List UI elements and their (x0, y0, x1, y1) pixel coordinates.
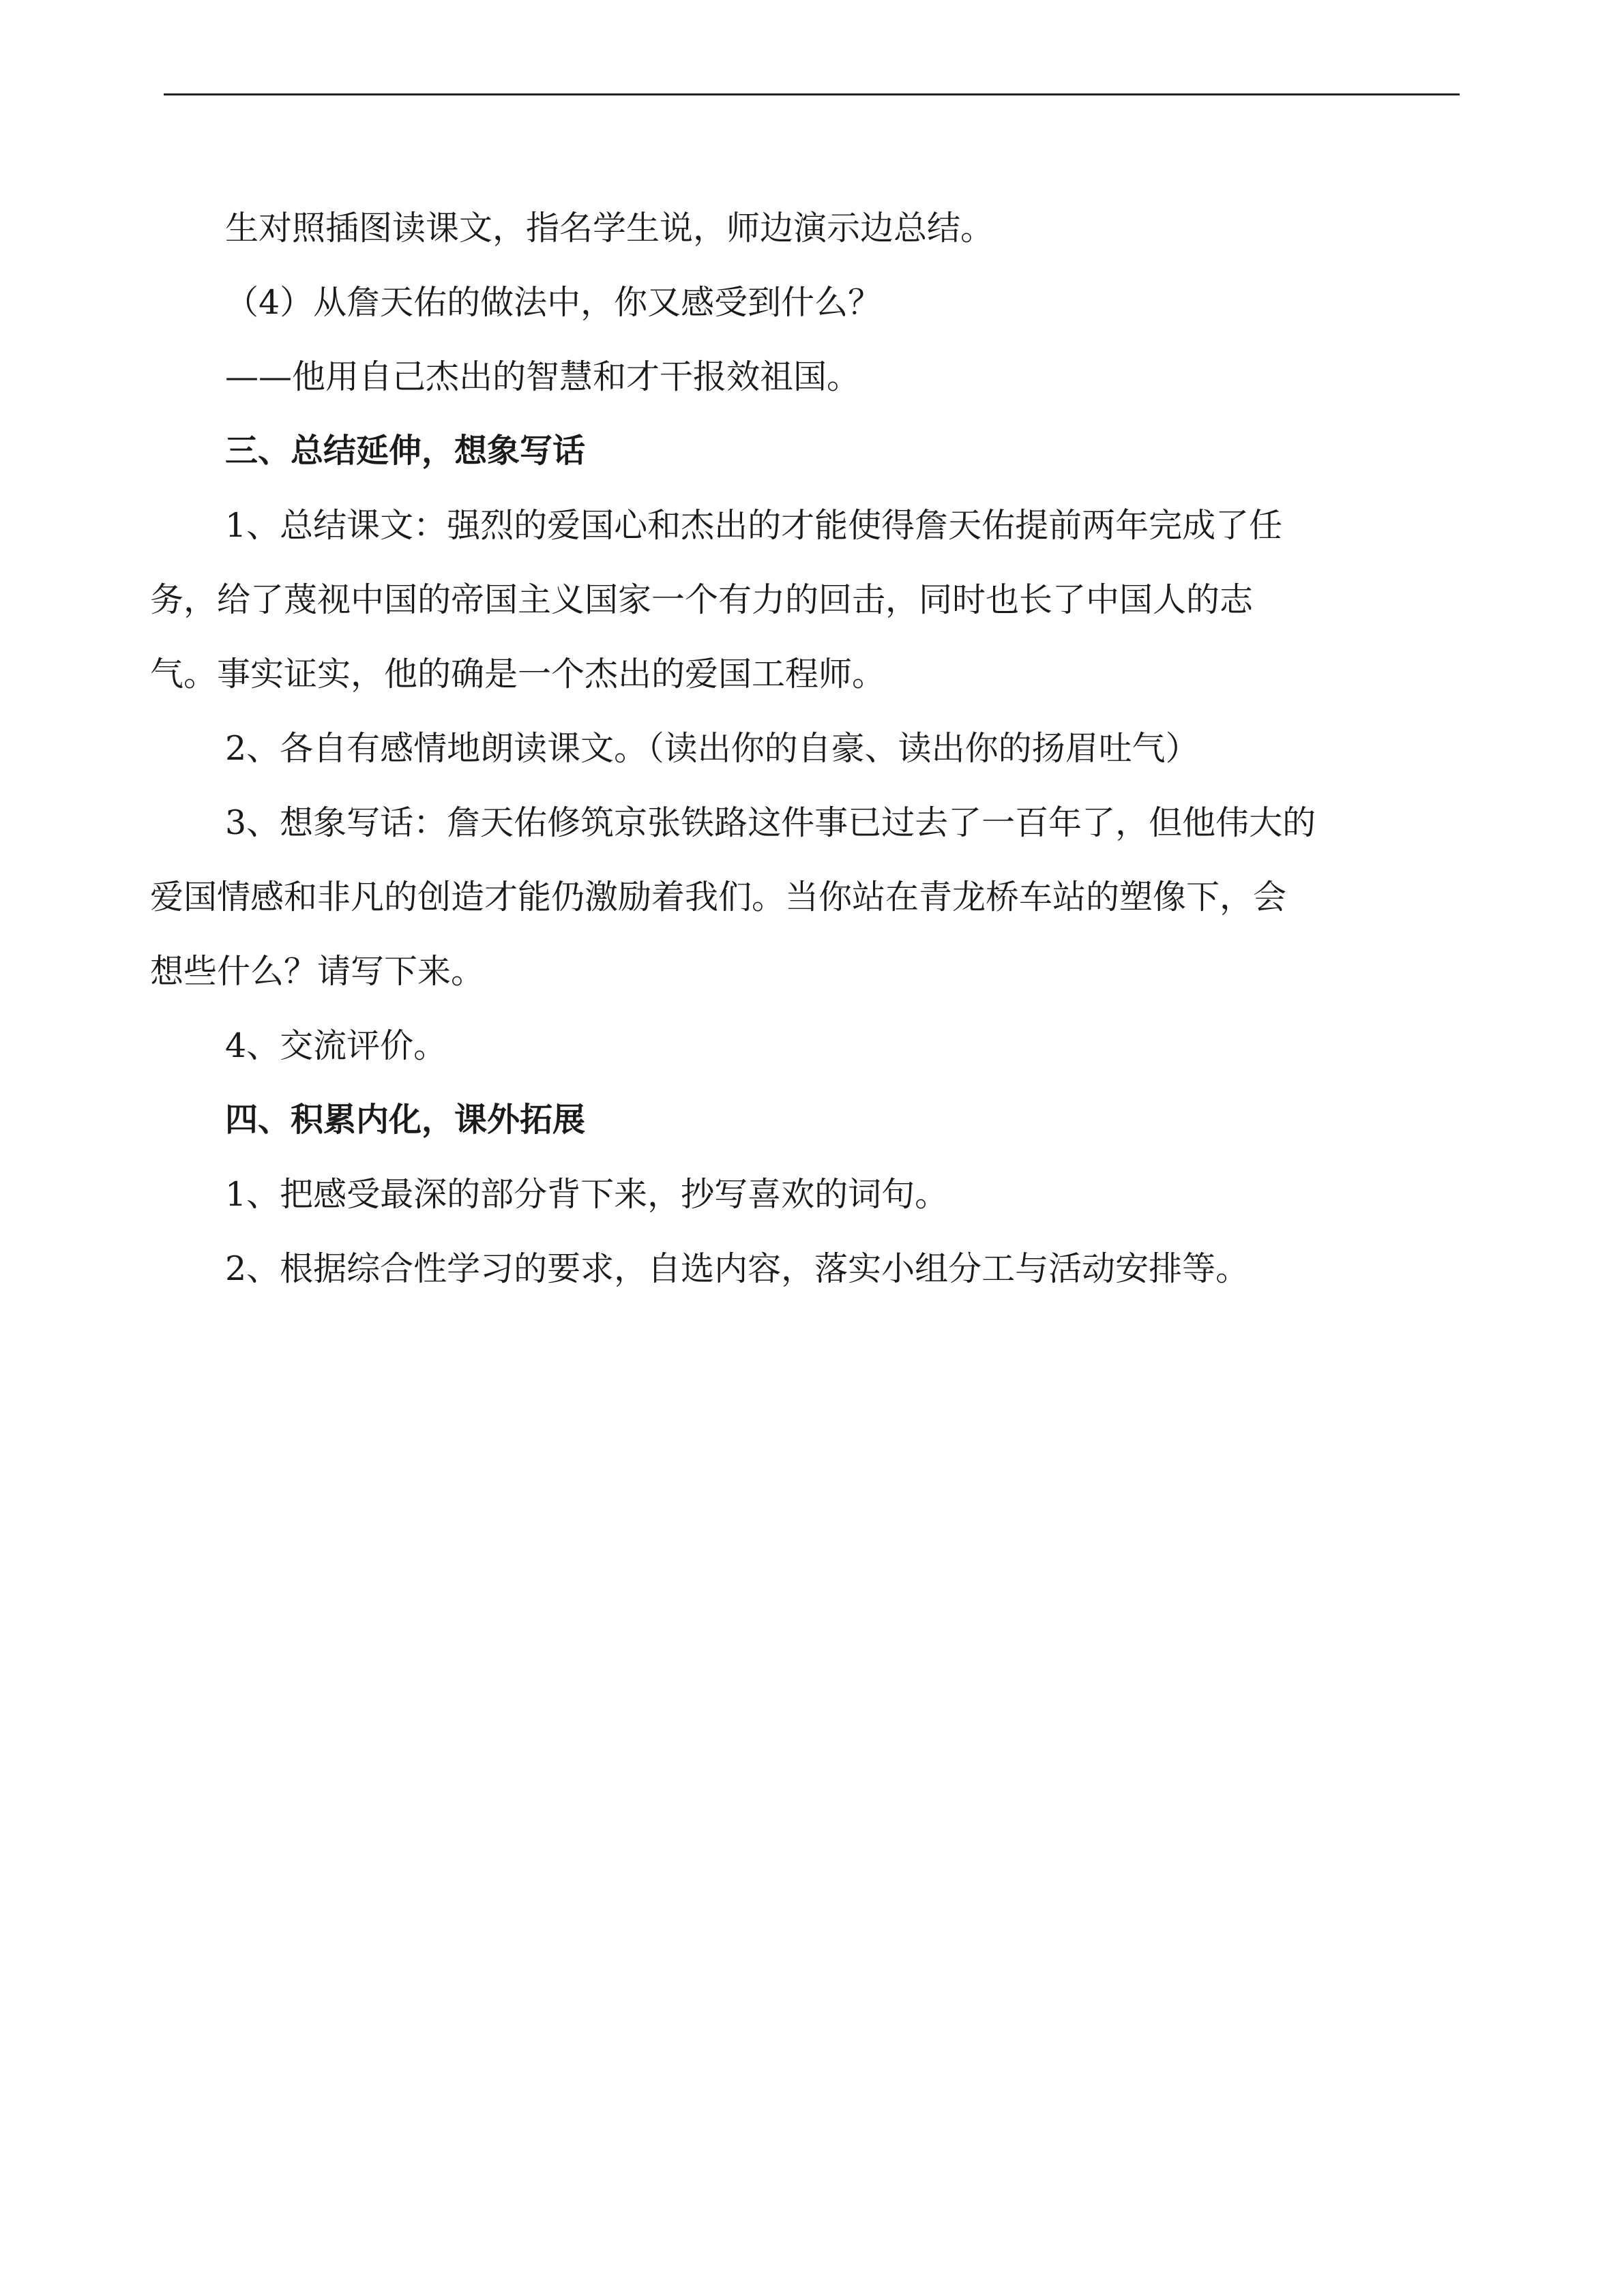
paragraph-activity (150, 1232, 1466, 1306)
header-rule (164, 93, 1460, 95)
paragraph-writing (150, 786, 1466, 1009)
paragraph-line: 爱国情感和非凡的创造才能仍激励着我们。当你站在青龙桥车站的塑像下，会 (150, 878, 1287, 916)
paragraph-line: 想些什么？请写下来。 (150, 952, 485, 991)
paragraph-recite (150, 1157, 1466, 1232)
paragraph-line: 1、把感受最深的部分背下来，抄写喜欢的词句。 (225, 1175, 949, 1214)
paragraph-line: 1、总结课文：强烈的爱国心和杰出的才能使得詹天佑提前两年完成了任 (225, 506, 1283, 545)
paragraph-line: 2、根据综合性学习的要求，自选内容，落实小组分工与活动安排等。 (225, 1249, 1250, 1288)
paragraph-2 (150, 265, 1466, 340)
paragraph-1 (150, 191, 1466, 265)
paragraph-reading (150, 711, 1466, 786)
heading-text: 三、总结延伸，想象写话 (225, 432, 586, 470)
document-body (150, 191, 1466, 1306)
paragraph-line: （4）从詹天佑的做法中，你又感受到什么？ (225, 283, 882, 322)
heading-text: 四、积累内化，课外拓展 (225, 1101, 586, 1139)
paragraph-line: 3、想象写话：詹天佑修筑京张铁路这件事已过去了一百年了，但他伟大的 (225, 803, 1316, 842)
section-heading-4 (150, 1083, 1466, 1157)
paragraph-evaluation (150, 1009, 1466, 1083)
paragraph-summary (150, 488, 1466, 711)
paragraph-line: 气。事实证实，他的确是一个杰出的爱国工程师。 (150, 655, 886, 694)
paragraph-line: 务，给了蔑视中国的帝国主义国家一个有力的回击，同时也长了中国人的志 (150, 580, 1254, 619)
paragraph-3 (150, 340, 1466, 414)
section-heading-3 (150, 414, 1466, 488)
paragraph-line: 生对照插图读课文，指名学生说，师边演示边总结。 (225, 209, 994, 248)
paragraph-line: ——他用自己杰出的智慧和才干报效祖国。 (225, 357, 861, 396)
paragraph-line: 4、交流评价。 (225, 1026, 447, 1065)
paragraph-line: 2、各自有感情地朗读课文。（读出你的自豪、读出你的扬眉吐气） (225, 729, 1199, 768)
